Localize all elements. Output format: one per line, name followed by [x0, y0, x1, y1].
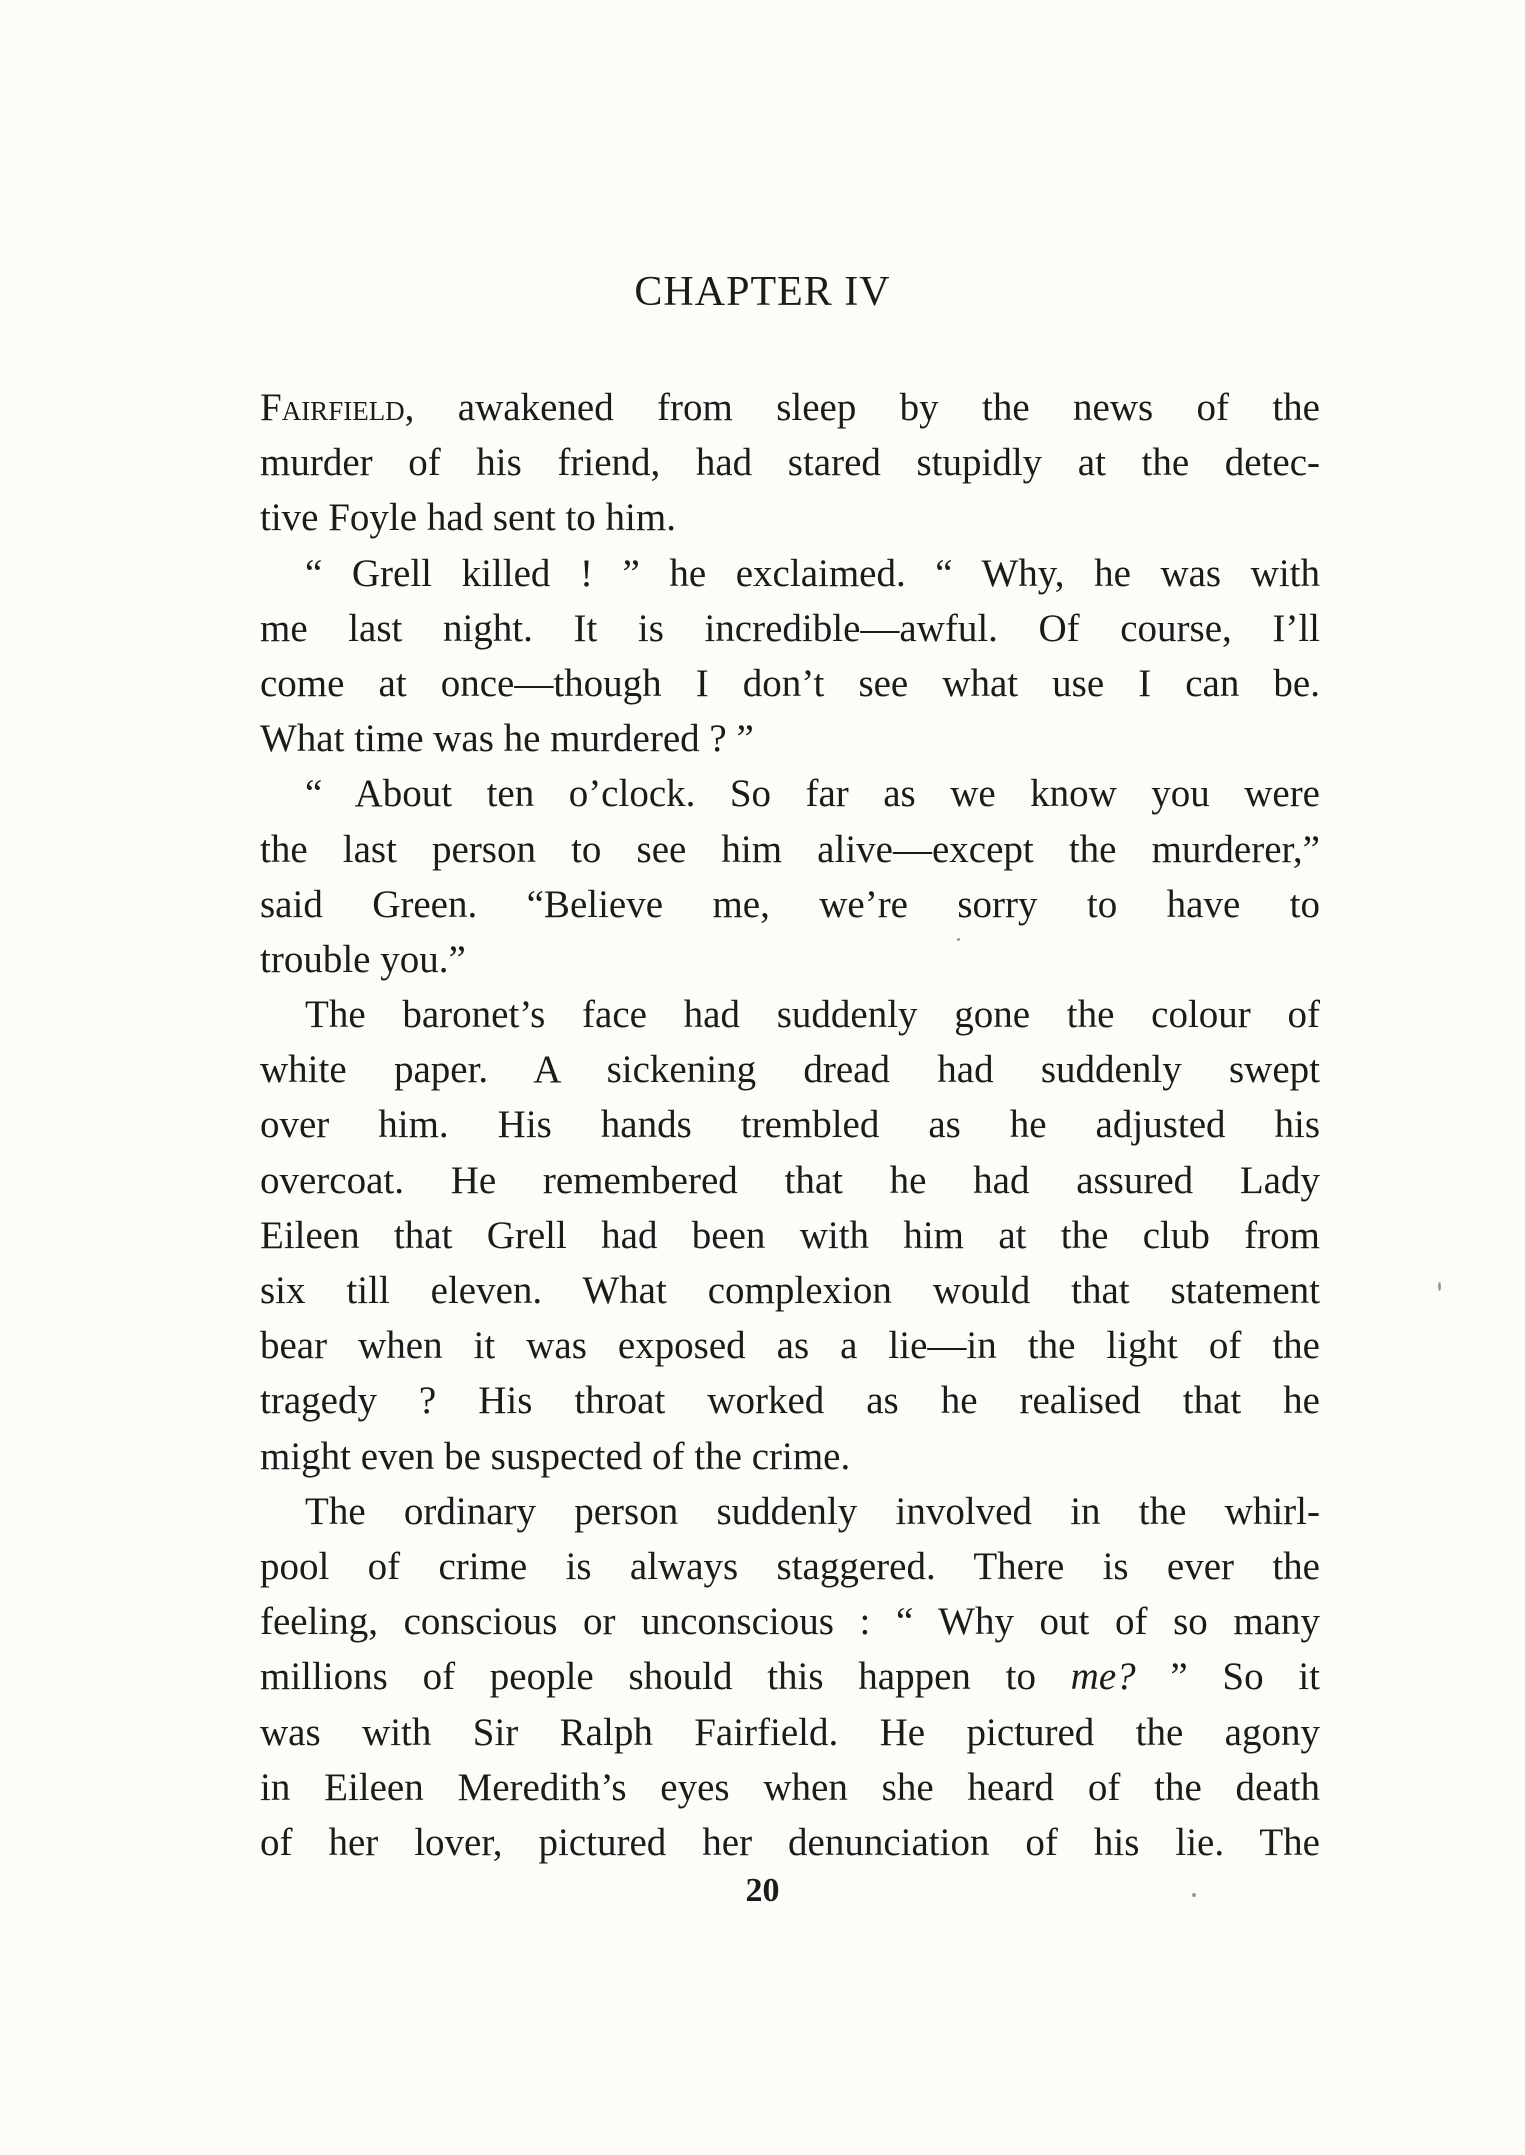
text-line: in Eileen Meredith’s eyes when she heard of the death: [260, 1765, 1320, 1809]
text-line: said Green. “Believe me, we’re sorry to have to: [260, 882, 1320, 926]
chapter-title: CHAPTER IV: [634, 269, 891, 315]
paper-speck: [957, 938, 960, 941]
text-line: The baronet’s face had suddenly gone the colour of: [305, 993, 1320, 1037]
text-line: trouble you.”: [260, 937, 466, 981]
text-line: feeling, conscious or unconscious : “ Why out of so many: [260, 1600, 1320, 1644]
text-line: The ordinary person suddenly involved in the whirl-: [305, 1489, 1320, 1533]
text-line: Eileen that Grell had been with him at the club from: [260, 1213, 1320, 1257]
text-line: might even be suspected of the crime.: [260, 1434, 851, 1478]
text-line: of her lover, pictured her denunciation of his lie. The: [260, 1820, 1320, 1864]
text-line: come at once—though I don’t see what use I can be.: [260, 661, 1320, 705]
body-text: [260, 380, 1320, 1870]
paper-speck: [1438, 1282, 1441, 1291]
emphasis: me?: [1070, 1655, 1136, 1699]
text-line: “ Grell killed ! ” he exclaimed. “ Why, he was with: [305, 551, 1320, 595]
text-line: was with Sir Ralph Fairfield. He pictured the agony: [260, 1710, 1320, 1754]
text-line: tragedy ? His throat worked as he realised that he: [260, 1379, 1320, 1423]
text-line: millions of people should this happen to me? ” So it: [260, 1655, 1320, 1699]
text-line: What time was he murdered ? ”: [260, 717, 754, 761]
text-line: me last night. It is incredible—awful. Of course, I’ll: [260, 606, 1320, 650]
text-line: pool of crime is always staggered. There is ever the: [260, 1544, 1320, 1588]
text-line: “ About ten o’clock. So far as we know you were: [305, 772, 1320, 816]
opening-word: Fairfield,: [260, 386, 415, 429]
text-line: Fairfield, awakened from sleep by the news of the: [260, 386, 1320, 429]
text-line: bear when it was exposed as a lie—in the light of the: [260, 1324, 1320, 1368]
text-line: murder of his friend, had stared stupidly at the detec-: [260, 441, 1320, 485]
text-line: six till eleven. What complexion would that statement: [260, 1269, 1320, 1312]
paper-speck: [1192, 1893, 1196, 1897]
page-number: 20: [745, 1872, 780, 1909]
text-line: white paper. A sickening dread had suddenly swept: [260, 1048, 1320, 1092]
text-line: over him. His hands trembled as he adjusted his: [260, 1103, 1320, 1147]
text-line: the last person to see him alive—except the murderer,”: [260, 827, 1320, 871]
text-line: overcoat. He remembered that he had assured Lady: [260, 1158, 1320, 1202]
text-line: tive Foyle had sent to him.: [260, 496, 676, 540]
